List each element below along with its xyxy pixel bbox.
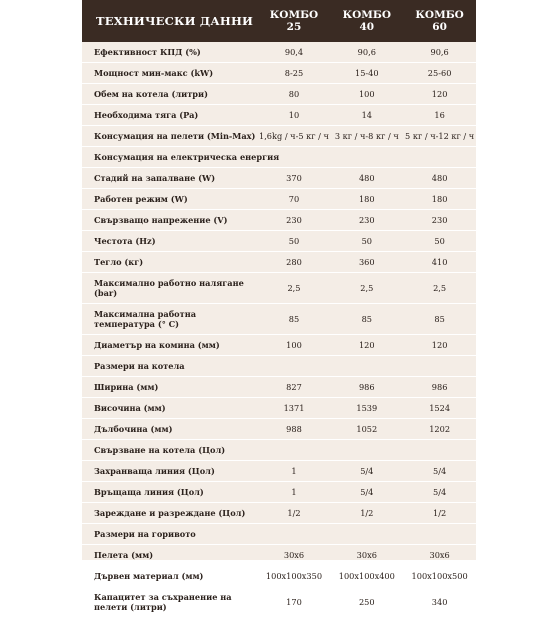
cell-value: 30x6 (356, 550, 377, 560)
table-section-row (82, 147, 476, 168)
row-label: Консумация на пелети (Min-Max) (94, 130, 256, 141)
table-row (82, 587, 476, 618)
row-label: Свързващо напрежение (V) (94, 214, 228, 225)
row-label: Консумация на електрическа енергия (94, 151, 280, 162)
cell-value: 5 кг / ч-12 кг / ч (405, 131, 475, 141)
cell-value: 50 (361, 236, 372, 246)
cell-value: 1524 (429, 403, 451, 413)
table-header (82, 0, 476, 42)
table-title: ТЕХНИЧЕСКИ ДАННИ (96, 14, 254, 28)
column-header-kombo-60: КОМБО 60 (415, 9, 464, 33)
table-row (82, 377, 476, 398)
cell-value: 1052 (356, 424, 378, 434)
column-header-kombo-25: КОМБО 25 (269, 9, 319, 33)
cell-value: 90,6 (430, 47, 449, 57)
cell-value: 230 (358, 215, 375, 225)
row-label: Мощност мин-макс (kW) (94, 67, 214, 78)
table-section-row (82, 356, 476, 377)
row-label: Честота (Hz) (94, 235, 156, 246)
cell-value: 2,5 (287, 283, 301, 293)
table-row (82, 189, 476, 210)
cell-value: 90,4 (284, 47, 304, 57)
table-section-row (82, 440, 476, 461)
cell-value: 986 (431, 382, 448, 392)
row-label: Зареждане и разреждане (Цол) (94, 507, 246, 518)
row-label: Диаметър на комина (мм) (94, 339, 220, 350)
cell-value: 5/4 (433, 487, 447, 497)
table-row (82, 566, 476, 587)
row-label: Свързване на котела (Цол) (94, 444, 226, 455)
cell-value: 90,6 (357, 47, 376, 57)
table-body (82, 42, 476, 618)
cell-value: 16 (434, 110, 445, 120)
cell-value: 85 (434, 314, 445, 324)
row-label: Тегло (кг) (94, 256, 144, 267)
cell-value: 230 (431, 215, 448, 225)
cell-value: 1 (291, 487, 297, 497)
cell-value: 25-60 (427, 68, 452, 78)
cell-value: 2,5 (433, 283, 447, 293)
cell-value: 1,6kg / ч-5 кг / ч (259, 131, 329, 141)
cell-value: 100 (358, 89, 375, 99)
cell-value: 1/2 (360, 508, 374, 518)
cell-value: 2,5 (360, 283, 374, 293)
table-row (82, 482, 476, 503)
row-label: Дълбочина (мм) (94, 423, 173, 434)
table-row (82, 42, 476, 63)
cell-value: 250 (358, 597, 375, 607)
cell-value: 360 (358, 257, 375, 267)
cell-value: 85 (361, 314, 372, 324)
cell-value: 70 (288, 194, 300, 204)
cell-value: 100 (286, 340, 302, 350)
table-section-row (82, 524, 476, 545)
cell-value: 340 (431, 597, 448, 607)
cell-value: 50 (434, 236, 445, 246)
cell-value: 370 (286, 173, 302, 183)
cell-value: 1202 (429, 424, 451, 434)
row-label: Пелета (мм) (94, 549, 154, 560)
row-label: Дървен материал (мм) (94, 570, 204, 581)
cell-value: 480 (431, 173, 448, 183)
cell-value: 1/2 (433, 508, 447, 518)
table-row (82, 168, 476, 189)
row-label: Ширина (мм) (94, 381, 159, 392)
row-label: Стадий на запалване (W) (94, 172, 216, 183)
row-label: Връщаща линия (Цол) (94, 486, 204, 497)
cell-value: 120 (431, 89, 448, 99)
cell-value: 410 (431, 257, 448, 267)
row-label: Размери на горивото (94, 528, 196, 539)
row-label: Работен режим (W) (94, 193, 188, 204)
cell-value: 100x100x500 (411, 571, 468, 581)
cell-value: 5/4 (433, 466, 447, 476)
table-row (82, 84, 476, 105)
cell-value: 80 (288, 89, 300, 99)
row-label: Размери на котела (94, 360, 185, 371)
cell-value: 3 кг / ч-8 кг / ч (334, 131, 399, 141)
table-row (82, 335, 476, 356)
row-label: Максимална работна температура (° C) (94, 308, 196, 329)
row-label: Максимално работно налягане (bar) (94, 277, 244, 298)
cell-value: 180 (358, 194, 375, 204)
cell-value: 8-25 (284, 68, 304, 78)
cell-value: 5/4 (360, 466, 374, 476)
table-row (82, 231, 476, 252)
table-row (82, 105, 476, 126)
technical-data-table (82, 0, 476, 612)
cell-value: 5/4 (360, 487, 374, 497)
table-row (82, 398, 476, 419)
column-header-kombo-40: КОМБО 40 (342, 9, 392, 33)
table-row (82, 63, 476, 84)
cell-value: 230 (286, 215, 302, 225)
table-row (82, 304, 476, 335)
table-row (82, 126, 476, 147)
cell-value: 85 (288, 314, 300, 324)
cell-value: 30x6 (283, 550, 305, 560)
cell-value: 1 (291, 466, 297, 476)
cell-value: 827 (286, 382, 302, 392)
cell-value: 10 (288, 110, 300, 120)
cell-value: 120 (431, 340, 448, 350)
cell-value: 100x100x400 (338, 571, 395, 581)
row-label: Обем на котела (литри) (94, 88, 208, 99)
cell-value: 280 (286, 257, 302, 267)
cell-value: 14 (361, 110, 372, 120)
cell-value: 100x100x350 (265, 571, 323, 581)
cell-value: 15-40 (354, 68, 379, 78)
cell-value: 180 (431, 194, 448, 204)
cell-value: 1371 (283, 403, 305, 413)
cell-value: 120 (358, 340, 375, 350)
table-row (82, 503, 476, 524)
row-label: Захранваща линия (Цол) (94, 465, 215, 476)
row-label: Височина (мм) (94, 402, 166, 413)
row-label: Капацитет за съхранение на пелети (литри) (94, 591, 232, 612)
cell-value: 50 (288, 236, 300, 246)
cell-value: 480 (358, 173, 375, 183)
table-row (82, 461, 476, 482)
cell-value: 170 (286, 597, 302, 607)
cell-value: 30x6 (429, 550, 450, 560)
row-label: Необходима тяга (Pa) (94, 109, 199, 120)
cell-value: 1539 (356, 403, 378, 413)
table-row (82, 419, 476, 440)
row-label: Ефективност КПД (%) (94, 46, 201, 57)
table-row (82, 210, 476, 231)
cell-value: 986 (358, 382, 375, 392)
table-row (82, 273, 476, 304)
cell-value: 1/2 (287, 508, 301, 518)
table-row (82, 545, 476, 566)
table-row (82, 252, 476, 273)
cell-value: 988 (286, 424, 302, 434)
